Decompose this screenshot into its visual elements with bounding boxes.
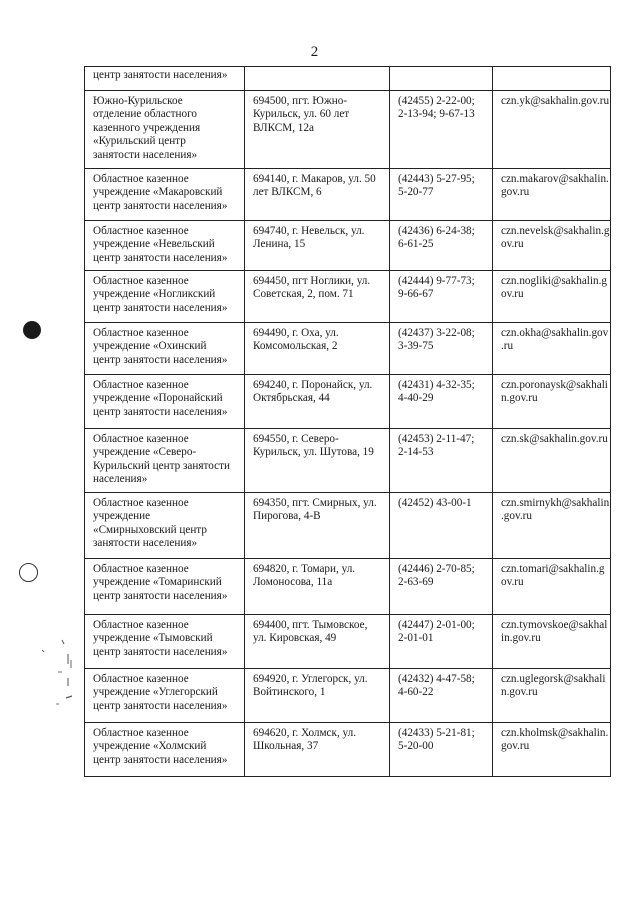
email-cell-line: czn.uglegorsk@sakhali bbox=[501, 673, 606, 685]
org-name-cell-line: Областное казенное bbox=[93, 173, 189, 185]
org-name-cell bbox=[85, 493, 245, 559]
org-name-cell bbox=[85, 271, 245, 323]
phone-cell-line: (42453) 2-11-47; bbox=[398, 433, 475, 445]
table-row bbox=[85, 67, 611, 91]
phone-cell-line: 6-61-25 bbox=[398, 238, 434, 251]
phone-cell-line: (42433) 5-21-81; bbox=[398, 727, 475, 739]
org-name-cell bbox=[85, 615, 245, 669]
address-cell-line: ул. Кировская, 49 bbox=[253, 632, 337, 645]
org-name-cell-line: центр занятости населения» bbox=[93, 645, 228, 658]
org-name-cell-line: Областное казенное bbox=[93, 673, 189, 685]
org-name-cell-line: «Смирныховский центр bbox=[93, 523, 207, 536]
table-row bbox=[85, 323, 611, 375]
email-cell-line: czn.yk@sakhalin.gov.ru bbox=[501, 95, 610, 107]
phone-cell-line: 2-13-94; 9-67-13 bbox=[398, 108, 475, 121]
org-name-cell bbox=[85, 169, 245, 221]
address-cell bbox=[245, 221, 390, 271]
org-name-cell-line: учреждение «Тымовский bbox=[93, 632, 213, 645]
table-row bbox=[85, 493, 611, 559]
org-name-cell-line: учреждение «Углегорский bbox=[93, 686, 218, 699]
hole-punch-mark bbox=[23, 321, 41, 339]
email-cell bbox=[493, 615, 611, 669]
phone-cell bbox=[390, 375, 493, 429]
page-number: 2 bbox=[310, 44, 319, 60]
address-cell-line: 694740, г. Невельск, ул. bbox=[253, 225, 365, 237]
table-row bbox=[85, 221, 611, 271]
phone-cell-line: 3-39-75 bbox=[398, 340, 434, 353]
address-cell-line: Курильск, ул. Шутова, 19 bbox=[253, 446, 374, 459]
employment-centers-table bbox=[84, 66, 610, 777]
phone-cell-line: (42443) 5-27-95; bbox=[398, 173, 475, 185]
email-cell-line: ov.ru bbox=[501, 576, 524, 589]
phone-cell bbox=[390, 169, 493, 221]
address-cell-line: Советская, 2, пом. 71 bbox=[253, 288, 354, 301]
email-cell-line: czn.nogliki@sakhalin.g bbox=[501, 275, 607, 287]
email-cell-line: in.gov.ru bbox=[501, 632, 541, 645]
org-name-cell-line: Областное казенное bbox=[93, 225, 189, 237]
email-cell bbox=[493, 493, 611, 559]
org-name-cell-line: казенного учреждения bbox=[93, 121, 201, 134]
org-name-cell-line: учреждение «Охинский bbox=[93, 340, 207, 353]
address-cell-line: Войтинского, 1 bbox=[253, 686, 326, 699]
phone-cell bbox=[390, 91, 493, 169]
org-name-cell-line: учреждение «Ногликский bbox=[93, 288, 216, 301]
email-cell-line: n.gov.ru bbox=[501, 392, 538, 405]
email-cell bbox=[493, 169, 611, 221]
org-name-cell bbox=[85, 375, 245, 429]
phone-cell-line: (42431) 4-32-35; bbox=[398, 379, 475, 391]
phone-cell-line: (42432) 4-47-58; bbox=[398, 673, 475, 685]
org-name-cell-line: центр занятости населения» bbox=[93, 301, 228, 314]
org-name-cell-line: Курильский центр занятости bbox=[93, 459, 230, 472]
phone-cell-line: 2-01-01 bbox=[398, 632, 434, 645]
phone-cell-line: (42444) 9-77-73; bbox=[398, 275, 475, 287]
address-cell-line: 694400, пгт. Тымовское, bbox=[253, 619, 368, 631]
address-cell-line: 694140, г. Макаров, ул. 50 bbox=[253, 173, 376, 185]
phone-cell bbox=[390, 271, 493, 323]
scan-speckles bbox=[28, 638, 78, 718]
org-name-cell-line: центр занятости населения» bbox=[93, 199, 228, 212]
address-cell bbox=[245, 559, 390, 615]
org-name-cell bbox=[85, 669, 245, 723]
address-cell-line: 694350, пгт. Смирных, ул. bbox=[253, 497, 377, 509]
phone-cell-line: (42455) 2-22-00; bbox=[398, 95, 475, 107]
org-name-cell-line: Областное казенное bbox=[93, 327, 189, 339]
org-name-cell bbox=[85, 67, 245, 91]
address-cell bbox=[245, 493, 390, 559]
org-name-cell bbox=[85, 323, 245, 375]
org-name-cell-line: центр занятости населения» bbox=[93, 405, 228, 418]
address-cell-line: 694620, г. Холмск, ул. bbox=[253, 727, 357, 739]
phone-cell bbox=[390, 669, 493, 723]
email-cell-line: czn.nevelsk@sakhalin.g bbox=[501, 225, 610, 237]
address-cell-line: 694490, г. Оха, ул. bbox=[253, 327, 339, 339]
org-name-cell bbox=[85, 559, 245, 615]
address-cell bbox=[245, 375, 390, 429]
phone-cell-line: (42447) 2-01-00; bbox=[398, 619, 475, 631]
org-name-cell-line: центр занятости населения» bbox=[93, 753, 228, 766]
address-cell-line: Школьная, 37 bbox=[253, 740, 319, 753]
email-cell-line: czn.kholmsk@sakhalin. bbox=[501, 727, 609, 739]
org-name-cell-line: населения» bbox=[93, 473, 148, 486]
phone-cell-line: (42436) 6-24-38; bbox=[398, 225, 475, 237]
email-cell-line: czn.tymovskoe@sakhal bbox=[501, 619, 608, 631]
org-name-cell bbox=[85, 221, 245, 271]
address-cell-line: Октябрьская, 44 bbox=[253, 392, 330, 405]
table-row bbox=[85, 91, 611, 169]
phone-cell-line: (42437) 3-22-08; bbox=[398, 327, 475, 339]
org-name-cell-line: центр занятости населения» bbox=[93, 353, 228, 366]
email-cell bbox=[493, 429, 611, 493]
email-cell-line: gov.ru bbox=[501, 186, 530, 199]
org-name-cell bbox=[85, 723, 245, 777]
org-name-cell-line: отделение областного bbox=[93, 108, 198, 121]
email-cell bbox=[493, 559, 611, 615]
org-name-cell-line: учреждение «Северо- bbox=[93, 446, 197, 459]
phone-cell-line: 2-63-69 bbox=[398, 576, 434, 589]
org-name-cell-line: учреждение «Поронайский bbox=[93, 392, 223, 405]
org-name-cell bbox=[85, 91, 245, 169]
phone-cell-line: 5-20-00 bbox=[398, 740, 434, 753]
address-cell bbox=[245, 67, 390, 91]
email-cell-line: ov.ru bbox=[501, 238, 524, 251]
table-row bbox=[85, 169, 611, 221]
table-row bbox=[85, 271, 611, 323]
address-cell bbox=[245, 271, 390, 323]
email-cell bbox=[493, 271, 611, 323]
email-cell-line: n.gov.ru bbox=[501, 686, 538, 699]
email-cell-line: czn.sk@sakhalin.gov.ru bbox=[501, 433, 608, 445]
phone-cell-line: 2-14-53 bbox=[398, 446, 434, 459]
email-cell-line: czn.smirnykh@sakhalin bbox=[501, 497, 610, 509]
phone-cell-line: 9-66-67 bbox=[398, 288, 434, 301]
table-row bbox=[85, 429, 611, 493]
org-name-cell-line: Областное казенное bbox=[93, 563, 189, 575]
address-cell bbox=[245, 169, 390, 221]
org-name-cell-line: центр занятости населения» bbox=[93, 69, 228, 81]
org-name-cell-line: учреждение «Макаровский bbox=[93, 186, 223, 199]
email-cell-line: ov.ru bbox=[501, 288, 524, 301]
phone-cell bbox=[390, 323, 493, 375]
table-row bbox=[85, 559, 611, 615]
org-name-cell bbox=[85, 429, 245, 493]
phone-cell-line: (42446) 2-70-85; bbox=[398, 563, 475, 575]
org-name-cell-line: занятости населения» bbox=[93, 148, 198, 161]
org-name-cell-line: учреждение «Невельский bbox=[93, 238, 215, 251]
phone-cell bbox=[390, 493, 493, 559]
org-name-cell-line: Областное казенное bbox=[93, 727, 189, 739]
org-name-cell-line: учреждение bbox=[93, 510, 151, 523]
email-cell bbox=[493, 375, 611, 429]
org-name-cell-line: Областное казенное bbox=[93, 379, 189, 391]
address-cell-line: 694920, г. Углегорск, ул. bbox=[253, 673, 368, 685]
org-name-cell-line: центр занятости населения» bbox=[93, 589, 228, 602]
org-name-cell-line: Областное казенное bbox=[93, 433, 189, 445]
phone-cell-line: 4-40-29 bbox=[398, 392, 434, 405]
address-cell-line: Пирогова, 4-В bbox=[253, 510, 321, 523]
email-cell bbox=[493, 91, 611, 169]
email-cell-line: czn.okha@sakhalin.gov bbox=[501, 327, 609, 339]
phone-cell-line: (42452) 43-00-1 bbox=[398, 497, 472, 509]
email-cell-line: .gov.ru bbox=[501, 510, 532, 523]
phone-cell bbox=[390, 723, 493, 777]
address-cell-line: Курильск, ул. 60 лет bbox=[253, 108, 350, 121]
org-name-cell-line: центр занятости населения» bbox=[93, 699, 228, 712]
email-cell-line: czn.tomari@sakhalin.g bbox=[501, 563, 605, 575]
address-cell-line: ВЛКСМ, 12а bbox=[253, 121, 314, 134]
org-name-cell-line: занятости населения» bbox=[93, 537, 198, 550]
address-cell-line: 694550, г. Северо- bbox=[253, 433, 339, 445]
phone-cell-line: 5-20-77 bbox=[398, 186, 434, 199]
org-name-cell-line: Областное казенное bbox=[93, 275, 189, 287]
phone-cell bbox=[390, 429, 493, 493]
address-cell bbox=[245, 91, 390, 169]
table-row bbox=[85, 723, 611, 777]
email-cell bbox=[493, 723, 611, 777]
org-name-cell-line: Южно-Курильское bbox=[93, 95, 183, 107]
email-cell-line: czn.makarov@sakhalin. bbox=[501, 173, 609, 185]
org-name-cell-line: центр занятости населения» bbox=[93, 251, 228, 264]
phone-cell bbox=[390, 615, 493, 669]
table-row bbox=[85, 375, 611, 429]
email-cell-line: czn.poronaysk@sakhali bbox=[501, 379, 608, 391]
phone-cell bbox=[390, 67, 493, 91]
address-cell-line: Комсомольская, 2 bbox=[253, 340, 338, 353]
table-row bbox=[85, 669, 611, 723]
address-cell-line: 694820, г. Томари, ул. bbox=[253, 563, 356, 575]
table-row bbox=[85, 615, 611, 669]
address-cell-line: лет ВЛКСМ, 6 bbox=[253, 186, 322, 199]
org-name-cell-line: учреждение «Холмский bbox=[93, 740, 207, 753]
phone-cell-line: 4-60-22 bbox=[398, 686, 434, 699]
org-name-cell-line: «Курильский центр bbox=[93, 135, 186, 148]
address-cell-line: 694450, пгт Ноглики, ул. bbox=[253, 275, 371, 287]
address-cell bbox=[245, 615, 390, 669]
phone-cell bbox=[390, 559, 493, 615]
address-cell-line: 694500, пгт. Южно- bbox=[253, 95, 348, 107]
email-cell-line: gov.ru bbox=[501, 740, 530, 753]
email-cell bbox=[493, 323, 611, 375]
email-cell bbox=[493, 669, 611, 723]
address-cell bbox=[245, 429, 390, 493]
email-cell-line: .ru bbox=[501, 340, 514, 353]
phone-cell bbox=[390, 221, 493, 271]
address-cell bbox=[245, 723, 390, 777]
org-name-cell-line: Областное казенное bbox=[93, 497, 189, 509]
address-cell-line: 694240, г. Поронайск, ул. bbox=[253, 379, 373, 391]
address-cell bbox=[245, 323, 390, 375]
address-cell-line: Ленина, 15 bbox=[253, 238, 306, 251]
address-cell bbox=[245, 669, 390, 723]
org-name-cell-line: Областное казенное bbox=[93, 619, 189, 631]
email-cell bbox=[493, 67, 611, 91]
org-name-cell-line: учреждение «Томаринский bbox=[93, 576, 222, 589]
hole-punch-circle bbox=[19, 563, 38, 582]
address-cell-line: Ломоносова, 11а bbox=[253, 576, 333, 589]
email-cell bbox=[493, 221, 611, 271]
